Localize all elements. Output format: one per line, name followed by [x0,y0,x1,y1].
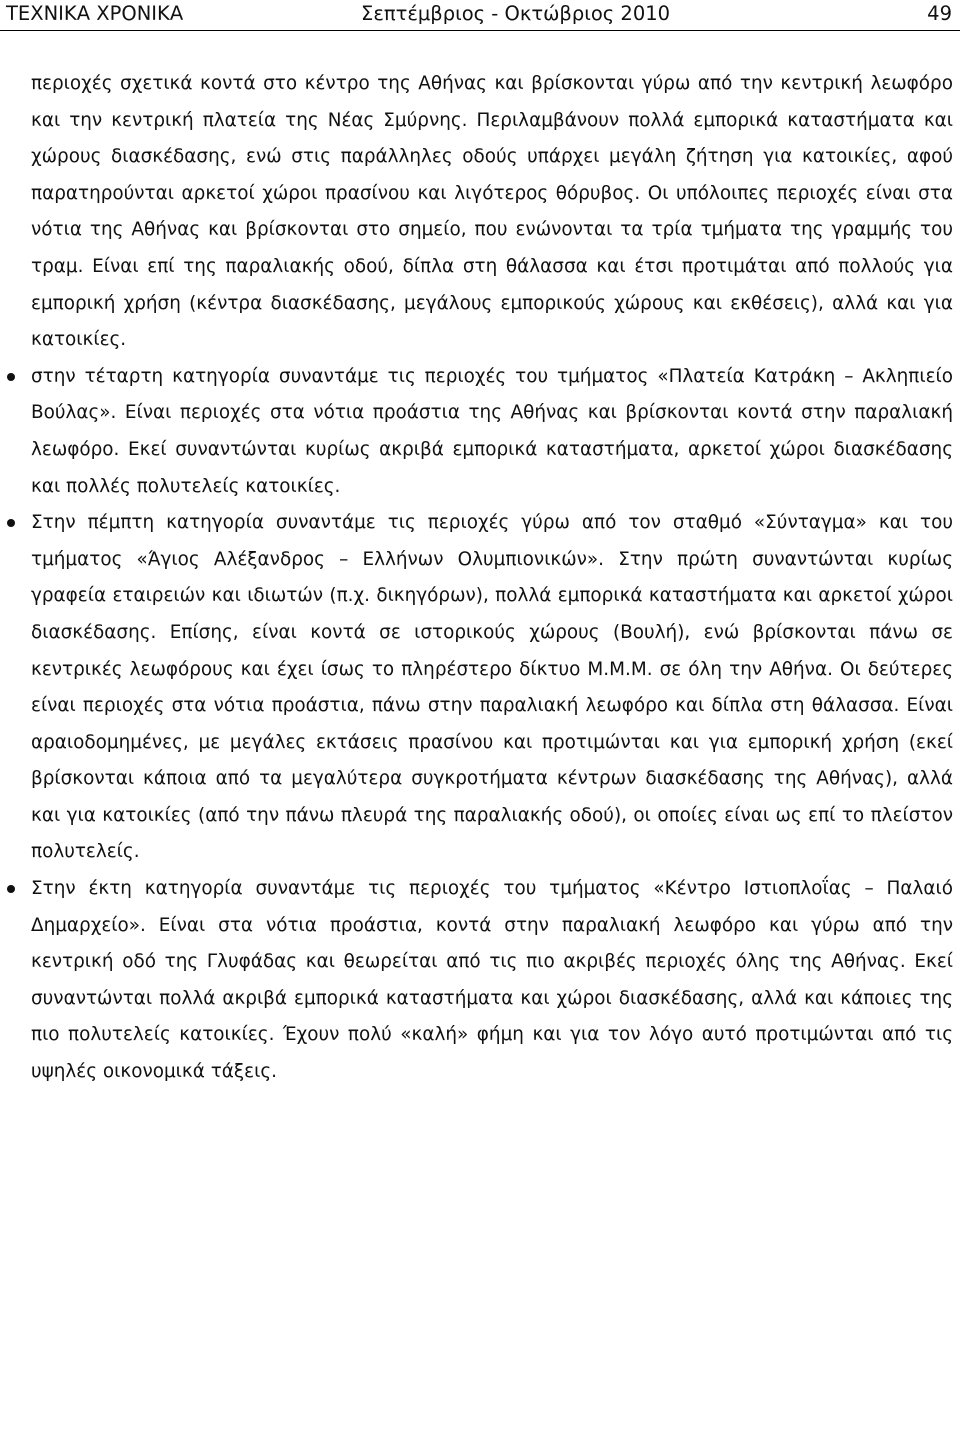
bullet-item [31,871,953,1091]
journal-title: ΤΕΧΝΙΚΑ ΧΡΟΝΙΚΑ [6,2,184,25]
bullet-text: στην τέταρτη κατηγορία συναντάμε τις περιοχές του τμήματος «Πλατεία Κατράκη – Ακληπιείο Βούλας». Είναι περιοχές στα νότια προάστια της Αθήνας και βρίσκονται κοντά στην παραλιακή λεωφόρο. Εκεί συναντώνται κυρίως ακριβά εμπορικά καταστήματα, αρκετοί χώροι διασκέδασης και πολλές πολυτελείς κατοικίες. [31,365,953,497]
page-number: 49 [927,2,952,25]
bullet-item [31,359,953,505]
page-header [0,0,960,31]
article-body [31,66,953,1091]
bullet-text: Στην έκτη κατηγορία συναντάμε τις περιοχές του τμήματος «Κέντρο Ιστιοπλοΐας – Παλαιό Δημαρχείο». Είναι στα νότια προάστια, κοντά στην παραλιακή λεωφόρο και γύρω από την κεντρική οδό της Γλυφάδας και θεωρείται από τις πιο ακριβές περιοχές όλης της Αθήνας. Εκεί συναντώνται πολλά ακριβά εμπορικά καταστήματα και χώροι διασκέδασης, αλλά και κάποιες της πιο πολυτελείς κατοικίες. Έχουν πολύ «καλή» φήμη και για τον λόγο αυτό προτιμώνται από τις υψηλές οικονομικά τάξεις. [31,878,953,1083]
bullet-item [31,505,953,871]
issue-date: Σεπτέμβριος - Οκτώβριος 2010 [361,2,671,25]
intro-paragraph: περιοχές σχετικά κοντά στο κέντρο της Αθήνας και βρίσκονται γύρω από την κεντρική λεωφόρο και την κεντρική πλατεία της Νέας Σμύρνης. Περιλαμβάνουν πολλά εμπορικά καταστήματα και χώρους διασκέδασης, ενώ στις παράλληλες οδούς υπάρχει μεγάλη ζήτηση για κατοικίες, αφού παρατηρούνται αρκετοί χώροι πρασίνου και λιγότερος θόρυβος. Οι υπόλοιπες περιοχές είναι στα νότια της Αθήνας και βρίσκονται στο σημείο, που ενώνονται τα τρία τμήματα της γραμμής του τραμ. Είναι επί της παραλιακής οδού, δίπλα στη θάλασσα και έτσι προτιμάται από πολλούς για εμπορική χρήση (κέντρα διασκέδασης, μεγάλους εμπορικούς χώρους και εκθέσεις), αλλά και για κατοικίες. [31,73,953,351]
bullet-text: Στην πέμπτη κατηγορία συναντάμε τις περιοχές γύρω από τον σταθμό «Σύνταγμα» και του τμήματος «Άγιος Αλέξανδρος – Ελλήνων Ολυμπιονικών». Στην πρώτη συναντώνται κυρίως γραφεία εταιρειών και ιδιωτών (π.χ. δικηγόρων), πολλά εμπορικά καταστήματα και αρκετοί χώροι διασκέδασης. Επίσης, είναι κοντά σε ιστορικούς χώρους (Βουλή), ενώ βρίσκονται πάνω σε κεντρικές λεωφόρους και έχει ίσως το πληρέστερο δίκτυο Μ.Μ.Μ. σε όλη την Αθήνα. Οι δεύτερες είναι περιοχές στα νότια προάστια, πάνω στην παραλιακή λεωφόρο και δίπλα στη θάλασσα. Είναι αραιοδομημένες, με μεγάλες εκτάσεις πρασίνου και προτιμώνται και για εμπορική χρήση (εκεί βρίσκονται κάποια από τα μεγαλύτερα συγκροτήματα κέντρων διασκέδασης της Αθήνας), αλλά και για κατοικίες (από την πάνω πλευρά της παραλιακής οδού), οι οποίες είναι ως επί το πλείστον πολυτελείς. [31,512,953,863]
